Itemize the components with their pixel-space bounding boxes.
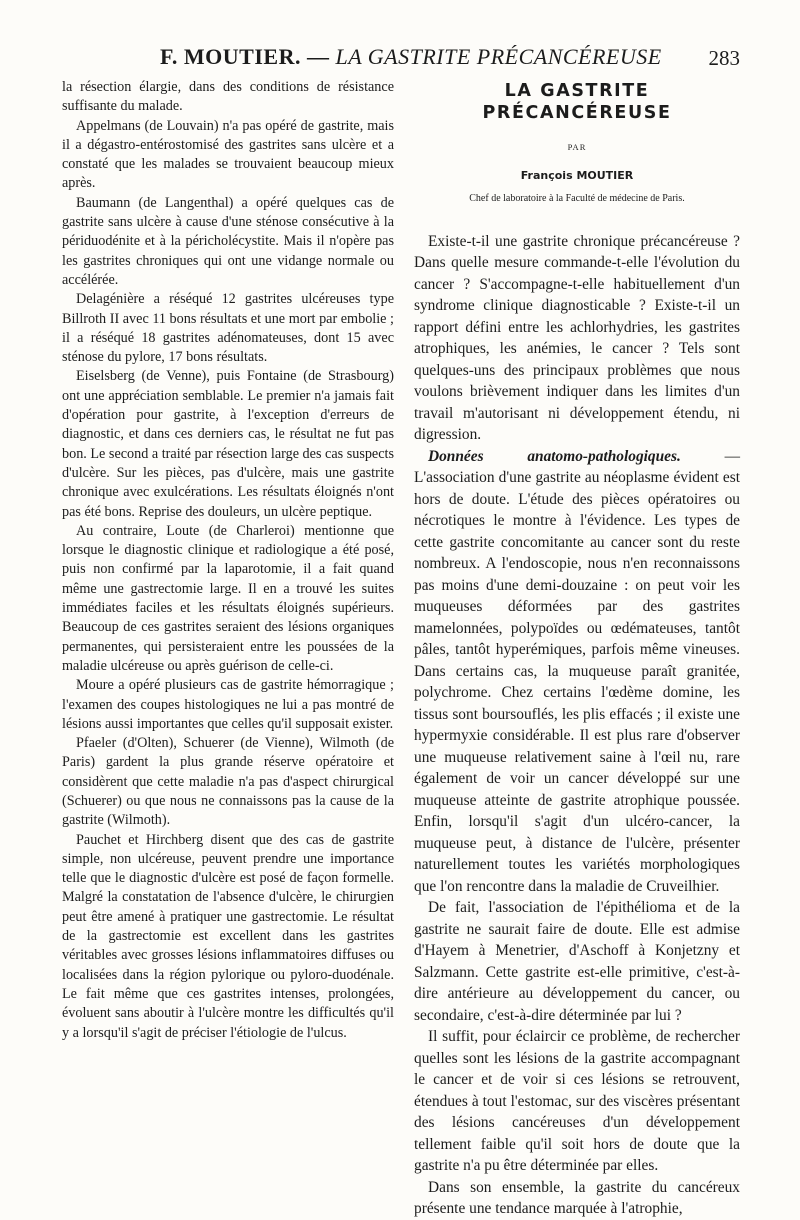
body-paragraph: De fait, l'association de l'épithélioma et de la gastrite ne saurait faire de doute. Elle est admise d'Hayem à Menetrier, d'Aschoff à Konjetzny et Salzmann. Cette gastrite est-elle primitive, c'est-à-dire antérieure au développement du cancer, ou secondaire, c'est-à-dire déterminée par lui ? — [414, 899, 740, 1024]
section-heading: Données anatomo-pathologiques. — [428, 447, 681, 465]
by-line: PAR — [567, 142, 587, 152]
article-author: François MOUTIER — [520, 168, 634, 182]
header-author: F. MOUTIER. — — [160, 44, 330, 69]
author-affiliation: Chef de laboratoire à la Faculté de médecine de Paris. — [469, 193, 685, 204]
left-paragraph: Delagénière a réséqué 12 gastrites ulcéreuses type Billroth II avec 11 bons résultats et une mort par embolie ; il a réséqué 18 gastrites adénomateuses, dont 15 avec sténose du pylore, 17 bons résultats. — [62, 291, 394, 366]
left-paragraph: Eiselsberg (de Venne), puis Fontaine (de Strasbourg) ont une appréciation semblable. Le premier n'a jamais fait d'opération pour gastrite, à l'exception d'erreurs de diagnostic, et dans ces derniers cas, le résultat ne fut pas bon. Le second a traité par résection large des cas suspects d'ulcère. Sur les pièces, pas d'ulcère, mais une gastrite chronique avec exulcérations. Les résultats éloignés n'ont pas été bons. Reprise des douleurs, un ulcère peptique. — [62, 368, 394, 520]
intro-paragraph: Existe-t-il une gastrite chronique précancéreuse ? Dans quelle mesure commande-t-elle l'évolution du cancer ? S'accompagne-t-elle habituellement d'un syndrome clinique diagnosticable ? Existe-t-il un rapport défini entre les achlorhydries, les gastrites atrophiques, les anémies, le cancer ? Tels sont quelques-uns des principaux problèmes que nous voulons brièvement indiquer dans les limites d'un travail m'autorisant ni développement étendu, ni digression. — [414, 232, 740, 443]
running-header — [60, 38, 740, 74]
body-paragraph: Dans son ensemble, la gastrite du cancéreux présente une tendance marquée à l'atrophie, — [414, 1178, 740, 1217]
article-title-line1: LA GASTRITE — [504, 81, 650, 101]
header-title: LA GASTRITE PRÉCANCÉREUSE — [335, 44, 662, 69]
left-paragraph: Pfaeler (d'Olten), Schuerer (de Vienne), Wilmoth (de Paris) gardent la plus grande réserve opératoire et considèrent que cette maladie n'a pas d'aspect chirurgical (Schuerer) ou que nous ne connaissons pas la cause de la gastrite (Wilmoth). — [62, 735, 394, 829]
body-paragraph: Il suffit, pour éclaircir ce problème, de rechercher quelles sont les lésions de la gastrite accompagnant le cancer et de voir si ces lésions se retrouvent, étendues à tout l'estomac, sur des viscères présentant des lésions cancéreuses d'un développement tellement faible qu'il soit hors de doute que la gastrite n'a pu être déterminée par elles. — [414, 1028, 740, 1174]
left-paragraph: Appelmans (de Louvain) n'a pas opéré de gastrite, mais il a dégastro-entérostomisé des gastrites sans ulcère et a constaté que les malades se trouvaient beaucoup mieux après. — [62, 117, 394, 192]
right-column — [414, 78, 740, 1220]
left-paragraph: Moure a opéré plusieurs cas de gastrite hémorragique ; l'examen des coupes histologiques ne lui a pas montré de lésions aussi importantes que celles qu'il supposait exister. — [62, 677, 394, 732]
left-paragraph: Pauchet et Hirchberg disent que des cas de gastrite simple, non ulcéreuse, peuvent prendre une importance telle que le diagnostic d'ulcère est posé de façon formelle. Malgré la constatation de l'absence d'ulcère, le chirurgien peut être amené à pratiquer une gastrectomie. Le résultat de la gastrectomie est excellent dans les gastrites véritables avec grosses lésions inflammatoires diffuses ou localisées dans la région pylorique ou pyloro-duodénale. Le fait même que ces gastrites intenses, prolongées, évoluent sans aboutir à l'ulcère montre les difficultés qu'il y a lorsqu'il s'agit de préciser l'étiologie de l'ulcus. — [62, 831, 394, 1041]
article-title-line2: PRÉCANCÉREUSE — [482, 103, 672, 123]
left-paragraph: Au contraire, Loute (de Charleroi) mentionne que lorsque le diagnostic clinique et radiologique a été posé, puis non confirmé par la laparotomie, il a fait quand même une gastrectomie large. Il en a trouvé les suites immédiates faciles et les résultats éloignés supérieurs. Beaucoup de ces gastrites seraient des lésions organiques permanentes, qui persisteraient entre les poussées de la maladie ulcéreuse ou après guérison de celle-ci. — [62, 522, 394, 674]
left-paragraph: la résection élargie, dans des conditions de résistance suffisante du malade. — [62, 79, 394, 115]
running-title — [160, 44, 662, 70]
article-title — [414, 80, 740, 124]
left-paragraph: Baumann (de Langenthal) a opéré quelques cas de gastrite sans ulcère à cause d'une sténose consécutive à la périduodénite et à la péricholécystite. Mais il n'opère pas les gastrites chroniques qui ont une vidange normale ou accélérée. — [62, 194, 394, 288]
left-column — [62, 78, 394, 1043]
page-number: 283 — [708, 46, 740, 70]
section-paragraph — [414, 446, 740, 898]
section-text: — L'association d'une gastrite au néoplasme évident est hors de doute. L'étude des pièces opératoires ou nécrotiques le montre à l'évidence. Les types de cette gastrite concomitante au cancer sont du reste nombreux. A l'endoscopie, nous n'en reconnaissons pas moins d'une demi-douzaine : on peut voir les muqueuses déformées par des gastrites mamelonnées, polypoïdes ou œdémateuses, tantôt pâles, tantôt hyperémiques, parfois même vineuses. Dans certains cas, la muqueuse paraît granitée, polychrome. Chez certains l'œdème domine, les tissus sont boursouflés, les plis effacés ; il existe une hypermyxie considérable. Il est plus rare d'observer une muqueuse relativement saine à l'œil nu, rare également de voir un cancer développé sur une muqueuse atteinte de gastrite atrophique poussée. Enfin, lorsqu'il s'agit d'un ulcéro-cancer, la muqueuse peut, à distance de l'ulcère, présenter naturellement toutes les variétés morphologiques que l'on rencontre dans la maladie de Cruveilhier. — [414, 447, 740, 895]
